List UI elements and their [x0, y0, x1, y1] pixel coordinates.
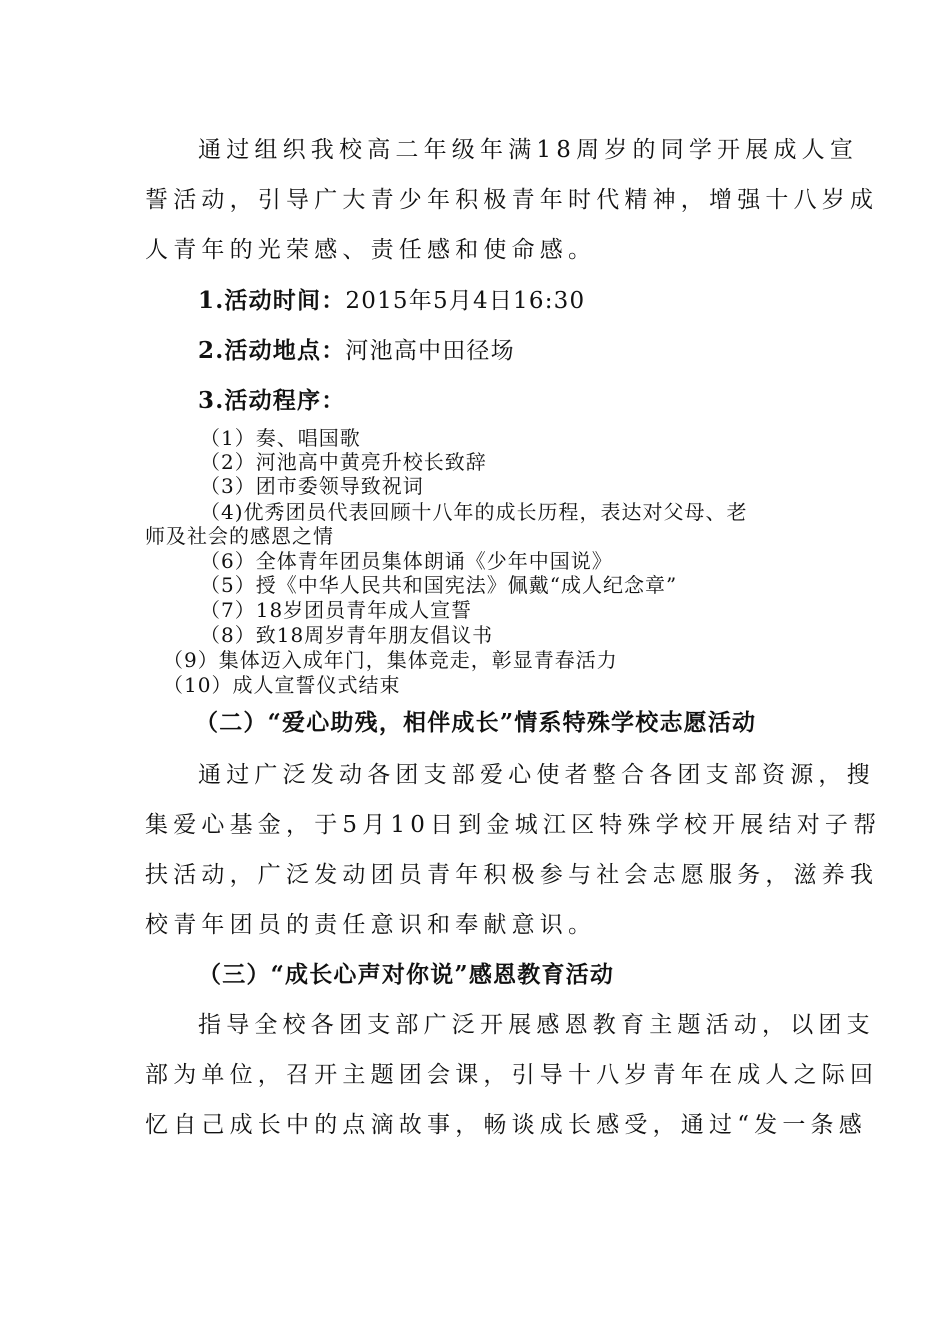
section2-line-1: 通过广泛发动各团支部爱心使者整合各团支部资源，搜	[198, 762, 875, 788]
intro-line-2: 誓活动，引导广大青少年积极青年时代精神，增强十八岁成	[145, 187, 879, 213]
section2-line-4: 校青年团员的责任意识和奉献意识。	[145, 912, 597, 938]
program-item: （9）集体迈入成年门，集体竞走，彰显青春活力	[163, 648, 618, 672]
program-item: （1）奏、唱国歌	[200, 426, 361, 450]
section3-line-3: 忆自己成长中的点滴故事，畅谈成长感受，通过“发一条感	[145, 1112, 867, 1138]
activity-place-value: 河池高中田径场	[345, 338, 515, 364]
program-item: （2）河池高中黄亮升校长致辞	[200, 450, 487, 474]
program-item: （7）18岁团员青年成人宣誓	[200, 598, 473, 622]
section2-line-2: 集爱心基金，于5月10日到金城江区特殊学校开展结对子帮	[145, 812, 882, 838]
section3-line-1: 指导全校各团支部广泛开展感恩教育主题活动，以团支	[198, 1012, 875, 1038]
section3-heading: （三）“成长心声对你说”感恩教育活动	[198, 961, 615, 988]
activity-time	[198, 286, 585, 316]
activity-place-label: 2.活动地点：	[198, 337, 346, 364]
section3-line-2: 部为单位，召开主题团会课，引导十八岁青年在成人之际回	[145, 1062, 879, 1088]
program-item: （6）全体青年团员集体朗诵《少年中国说》	[200, 549, 613, 573]
program-item: （4)优秀团员代表回顾十八年的成长历程，表达对父母、老	[200, 500, 748, 524]
activity-time-value: 2015年5月4日16:30	[345, 288, 586, 314]
activity-time-label: 1.活动时间：	[198, 287, 346, 314]
intro-line-3: 人青年的光荣感、责任感和使命感。	[145, 237, 597, 263]
program-heading: 3.活动程序：	[198, 387, 346, 414]
intro-line-1: 通过组织我校高二年级年满18周岁的同学开展成人宣	[198, 137, 859, 163]
section2-line-3: 扶活动，广泛发动团员青年积极参与社会志愿服务，滋养我	[145, 862, 879, 888]
program-item: （5）授《中华人民共和国宪法》佩戴“成人纪念章”	[200, 573, 678, 597]
program-item: （10）成人宣誓仪式结束	[163, 673, 401, 697]
program-item: （8）致18周岁青年朋友倡议书	[200, 623, 494, 647]
program-item-continued: 师及社会的感恩之情	[145, 524, 334, 548]
activity-place	[198, 336, 515, 366]
section2-heading: （二）“爱心助残，相伴成长”情系特殊学校志愿活动	[195, 709, 757, 736]
program-item: （3）团市委领导致祝词	[200, 474, 424, 498]
